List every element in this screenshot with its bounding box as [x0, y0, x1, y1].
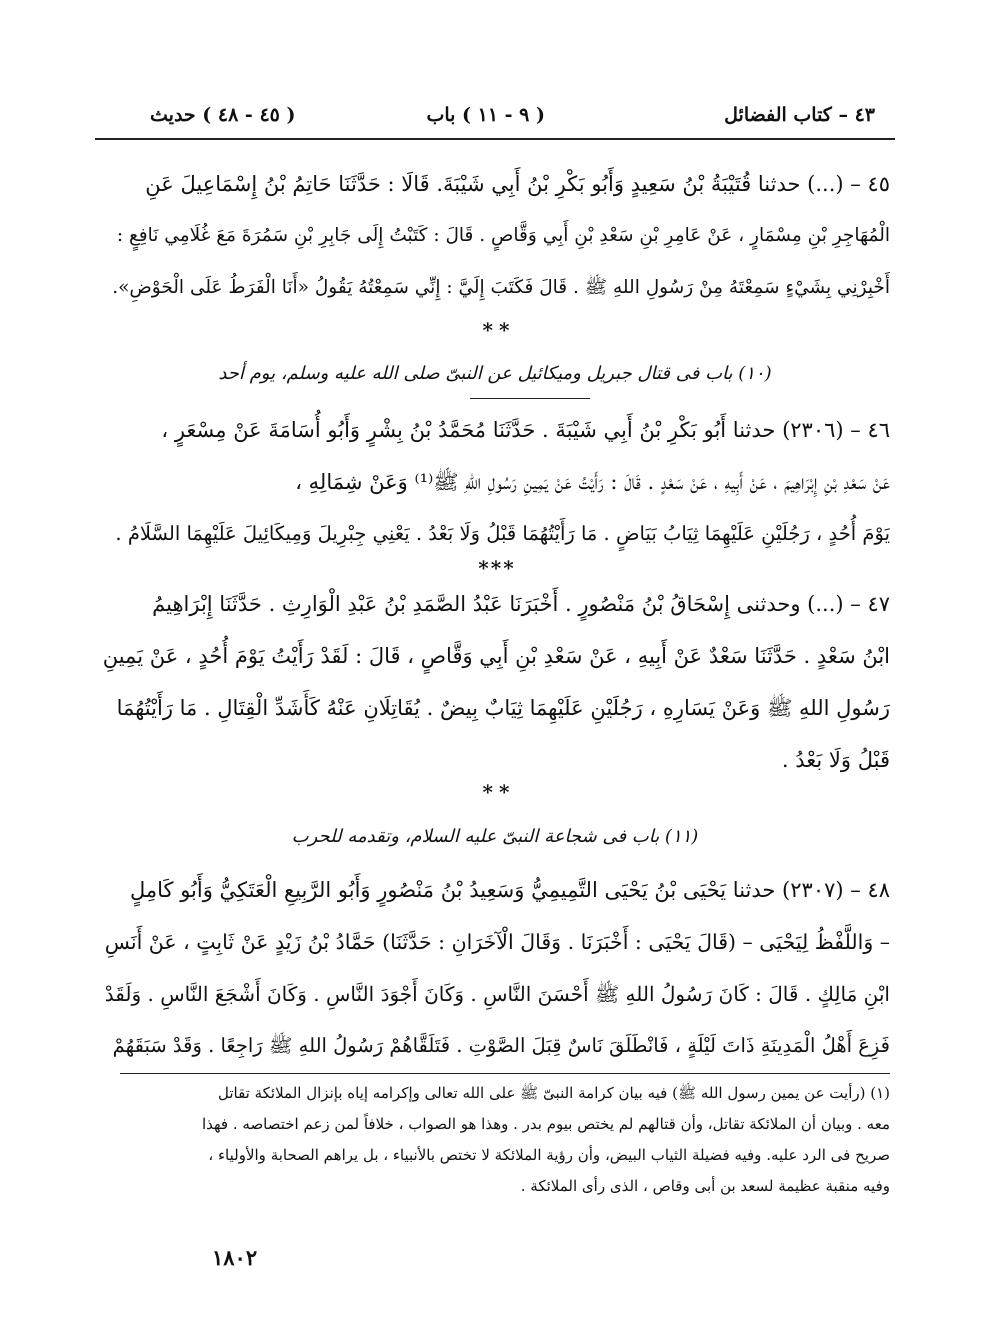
hadith-45-line: ٤٥ – (...) حدثنا قُتَيْبَةُ بْنُ سَعِيدٍ وَأَبُو بَكْرِ بْنُ أَبِي شَيْبَةَ. قَالَا : حَدَّثَنَا حَاتِمُ بْنُ إِسْمَاعِيلَ عَنِ [145, 172, 890, 196]
section-separator: * * [482, 318, 512, 342]
section-separator: *** [478, 556, 516, 580]
footnote-line: صريح فى الرد عليه. وفيه فضيلة الثياب البيض، وأن رؤية الملائكة لا تختص بالأنبياء ، بل يراهم الصحابة والأولياء ، [208, 1146, 890, 1164]
footnote-line: معه . وبيان أن الملائكة تقاتل، وأن قتالهم لم يختص بيوم بدر . وهذا هو الصواب ، خلافاً لمن زعم اختصاصه . فهذا [201, 1115, 890, 1133]
chapter-11-heading: (١١) باب فى شجاعة النبىّ عليه السلام، وتقدمه للحرب [291, 826, 699, 847]
header-rule [95, 138, 895, 140]
hadith-48 [100, 864, 890, 1072]
hadith-48-line: – وَاللَّفْظُ لِيَحْيَى – (قَالَ يَحْيَى : أَخْبَرَنَا . وَقَالَ الْآخَرَانِ : حَدَّثَنَا) حَمَّادُ بْنُ زَيْدٍ عَنْ ثَابِتٍ ، عَنْ أَنَسِ [104, 930, 890, 954]
hadith-47-line: قَبْلُ وَلَا بَعْدُ . [781, 748, 890, 772]
hadith-46-line: يَوْمَ أُحُدٍ ، رَجُلَيْنِ عَلَيْهِمَا ثِيَابُ بَيَاضٍ . مَا رَأَيْتُهُمَا قَبْلُ وَلَا بَعْدُ . يَعْنِي جِبْرِيلَ وَمِيكَائِيلَ عَلَيْهِمَا السَّلَامُ . [115, 522, 890, 545]
footnote [120, 1078, 890, 1202]
chapter-10-rule [470, 398, 590, 399]
footnote-line: وفيه منقبة عظيمة لسعد بن أبى وقاص ، الذى رأى الملائكة . [520, 1177, 890, 1195]
footnote-rule [120, 1073, 890, 1074]
page-number: ١٨٠٢ [212, 1245, 258, 1270]
header-chapter-range: ( ٩ - ١١ ) باب [426, 104, 545, 126]
hadith-47-line: رَسُولِ اللهِ ﷺ وَعَنْ يَسَارِهِ ، رَجُلَيْنِ عَلَيْهِمَا ثِيَابٌ بِيضٌ . يُقَاتِلَانِ عَنْهُ كَأَشَدِّ الْقِتَالِ . مَا رَأَيْتُهُمَا [116, 696, 890, 720]
header-book-title: ٤٣ – كتاب الفضائل [724, 104, 875, 126]
chapter-10-heading: (١٠) باب فى قتال جبريل وميكائيل عن النبىّ صلى الله عليه وسلم، يوم أحد [218, 363, 772, 384]
hadith-46 [100, 404, 890, 560]
hadith-47 [100, 578, 890, 786]
page-header [95, 98, 895, 138]
footnote-line: (١) (رأيت عن يمين رسول الله ﷺ) فيه بيان كرامة النبىّ ﷺ على الله تعالى وإكرامه إياه بإنزال الملائكة تقاتل [217, 1084, 890, 1102]
hadith-46-line: ٤٦ – (٢٣٠٦) حدثنا أَبُو بَكْرِ بْنُ أَبِي شَيْبَةَ . حَدَّثَنَا مُحَمَّدُ بْنُ بِشْرٍ وَأَبُو أُسَامَةَ عَنْ مِسْعَرٍ ، [161, 418, 890, 442]
section-separator: * * [482, 780, 512, 804]
hadith-48-line: ابْنِ مَالِكٍ . قَالَ : كَانَ رَسُولُ اللهِ ﷺ أَحْسَنَ النَّاسِ . وَكَانَ أَجْوَدَ النَّاسِ . وَكَانَ أَشْجَعَ النَّاسِ . وَلَقَدْ [104, 982, 890, 1006]
hadith-45-line: أَخْبِرْنِي بِشَيْءٍ سَمِعْتَهُ مِنْ رَسُولِ اللهِ ﷺ . قَالَ فَكَتَبَ إِلَيَّ : إِنِّي سَمِعْتُهُ يَقُولُ «أَنَا الْفَرَطُ عَلَى الْحَوْضِ». [112, 277, 890, 298]
header-hadith-range: ( ٤٥ - ٤٨ ) حديث [150, 104, 296, 126]
hadith-48-line: فَزِعَ أَهْلُ الْمَدِينَةِ ذَاتَ لَيْلَةٍ ، فَانْطَلَقَ نَاسٌ قِبَلَ الصَّوْتِ . فَتَلَقَّاهُمْ رَسُولُ اللهِ ﷺ رَاجِعًا . وَقَدْ سَبَقَهُمْ [112, 1034, 890, 1057]
hadith-45 [100, 158, 890, 314]
hadith-48-line: ٤٨ – (٢٣٠٧) حدثنا يَحْيَى بْنُ يَحْيَى التَّمِيمِيُّ وَسَعِيدُ بْنُ مَنْصُورٍ وَأَبُو الرَّبِيعِ الْعَتَكِيُّ وَأَبُو كَامِلٍ [129, 878, 890, 902]
hadith-47-line: ابْنُ سَعْدٍ . حَدَّثَنَا سَعْدٌ عَنْ أَبِيهِ ، عَنْ سَعْدِ بْنِ أَبِي وَقَّاصٍ ، قَالَ : لَقَدْ رَأَيْتُ يَوْمَ أُحُدٍ ، عَنْ يَمِينِ [102, 644, 890, 668]
hadith-47-line: ٤٧ – (...) وحدثنى إِسْحَاقُ بْنُ مَنْصُورٍ . أَخْبَرَنَا عَبْدُ الصَّمَدِ بْنُ عَبْدِ الْوَارِثِ . حَدَّثَنَا إِبْرَاهِيمُ [152, 592, 890, 616]
hadith-46-line: عَنْ سَعْدِ بْنِ إِبْرَاهِيمَ ، عَنْ أَبِيهِ ، عَنْ سَعْدٍ . قَالَ : رَأَيْتُ عَنْ يَمِينِ رَسُولِ اللهِ ﷺ⁽¹⁾ وَعَنْ شِمَالِهِ ، [295, 470, 890, 494]
hadith-45-line: الْمُهَاجِرِ بْنِ مِسْمَارٍ ، عَنْ عَامِرِ بْنِ سَعْدِ بْنِ أَبِي وَقَّاصٍ . قَالَ : كَتَبْتُ إِلَى جَابِرِ بْنِ سَمُرَةَ مَعَ غُلَامِي نَافِعٍ : [116, 225, 890, 246]
